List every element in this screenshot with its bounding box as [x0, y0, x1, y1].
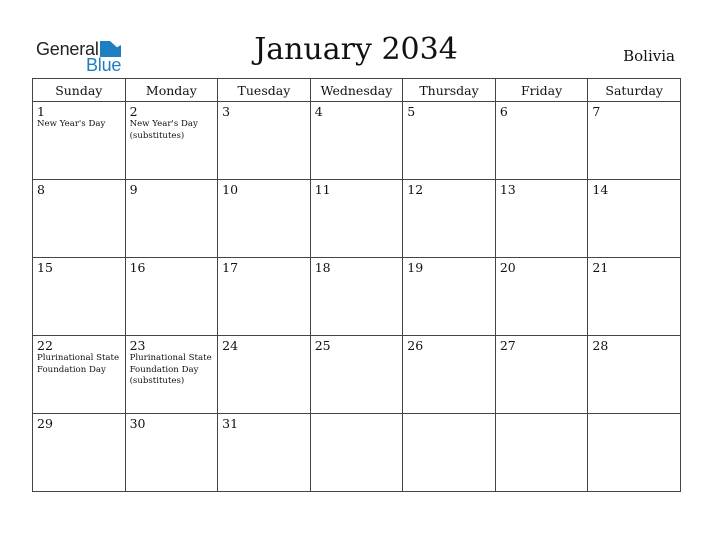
country-name: Bolivia	[623, 47, 675, 65]
day-number: 30	[129, 416, 146, 431]
day-number: 9	[129, 182, 138, 197]
day-number: 5	[407, 104, 416, 119]
day-cell	[310, 258, 403, 336]
day-cell	[33, 102, 126, 180]
week-row	[33, 414, 681, 492]
day-cell	[310, 336, 403, 414]
day-cell	[403, 258, 496, 336]
empty-day-cell	[310, 414, 403, 492]
day-number: 14	[592, 182, 609, 197]
holiday-label: New Year's Day	[37, 119, 106, 129]
day-number: 29	[37, 416, 53, 431]
holiday-label: New Year's Day (substitutes)	[129, 119, 198, 141]
day-number: 23	[129, 338, 146, 353]
day-cell	[495, 102, 588, 180]
day-number: 1	[37, 104, 45, 119]
day-number: 12	[407, 182, 424, 197]
day-cell	[495, 336, 588, 414]
day-number: 17	[222, 260, 239, 275]
day-number	[403, 414, 495, 416]
day-number: 26	[407, 338, 424, 353]
day-number: 11	[314, 182, 331, 197]
week-row	[33, 336, 681, 414]
weekday-header: Thursday	[403, 79, 496, 102]
day-number: 2	[129, 104, 138, 119]
day-cell	[33, 336, 126, 414]
day-number: 31	[222, 416, 239, 431]
empty-day-cell	[403, 414, 496, 492]
day-cell	[218, 180, 311, 258]
day-number: 15	[37, 260, 53, 275]
day-number: 27	[499, 338, 516, 353]
day-cell	[403, 180, 496, 258]
day-number: 18	[314, 260, 331, 275]
day-cell	[125, 258, 218, 336]
day-cell	[588, 180, 681, 258]
day-cell	[218, 102, 311, 180]
empty-day-cell	[588, 414, 681, 492]
day-number: 20	[499, 260, 516, 275]
day-cell	[495, 180, 588, 258]
day-cell	[403, 102, 496, 180]
day-number: 6	[499, 104, 508, 119]
day-cell	[310, 102, 403, 180]
day-cell	[495, 258, 588, 336]
day-number: 28	[592, 338, 609, 353]
day-cell	[33, 414, 126, 492]
month-calendar	[32, 78, 681, 492]
holiday-label: Plurinational State Foundation Day	[37, 353, 120, 375]
day-number: 24	[222, 338, 239, 353]
weekday-header: Friday	[495, 79, 588, 102]
day-number: 25	[314, 338, 331, 353]
day-cell	[588, 258, 681, 336]
week-row	[33, 102, 681, 180]
day-cell	[588, 102, 681, 180]
day-number: 22	[37, 338, 53, 353]
day-cell	[33, 258, 126, 336]
day-cell	[125, 102, 218, 180]
empty-day-cell	[495, 414, 588, 492]
day-number: 3	[222, 104, 231, 119]
day-number: 10	[222, 182, 239, 197]
weekday-header: Sunday	[33, 79, 126, 102]
day-cell	[125, 336, 218, 414]
weekday-header: Monday	[125, 79, 218, 102]
day-cell	[588, 336, 681, 414]
day-number: 7	[592, 104, 601, 119]
day-number: 4	[314, 104, 323, 119]
weekday-header: Tuesday	[218, 79, 311, 102]
day-cell	[33, 180, 126, 258]
weekday-header: Saturday	[588, 79, 681, 102]
calendar-title: January 2034	[254, 32, 458, 67]
day-cell	[125, 180, 218, 258]
weekday-header: Wednesday	[310, 79, 403, 102]
holiday-label: Plurinational State Foundation Day (substitutes)	[129, 353, 212, 386]
week-row	[33, 180, 681, 258]
day-number: 13	[499, 182, 516, 197]
day-number	[588, 414, 680, 416]
day-number: 16	[129, 260, 146, 275]
day-number: 8	[37, 182, 45, 197]
day-number	[311, 414, 403, 416]
logo-text-general: General	[36, 39, 99, 59]
day-number	[496, 414, 588, 416]
logo-text-blue: Blue	[86, 55, 122, 75]
weekday-header-row	[33, 79, 681, 102]
day-cell	[218, 336, 311, 414]
week-row	[33, 258, 681, 336]
day-cell	[310, 180, 403, 258]
day-cell	[403, 336, 496, 414]
day-number: 21	[592, 260, 609, 275]
day-cell	[218, 258, 311, 336]
day-number: 19	[407, 260, 424, 275]
day-cell	[125, 414, 218, 492]
day-cell	[218, 414, 311, 492]
